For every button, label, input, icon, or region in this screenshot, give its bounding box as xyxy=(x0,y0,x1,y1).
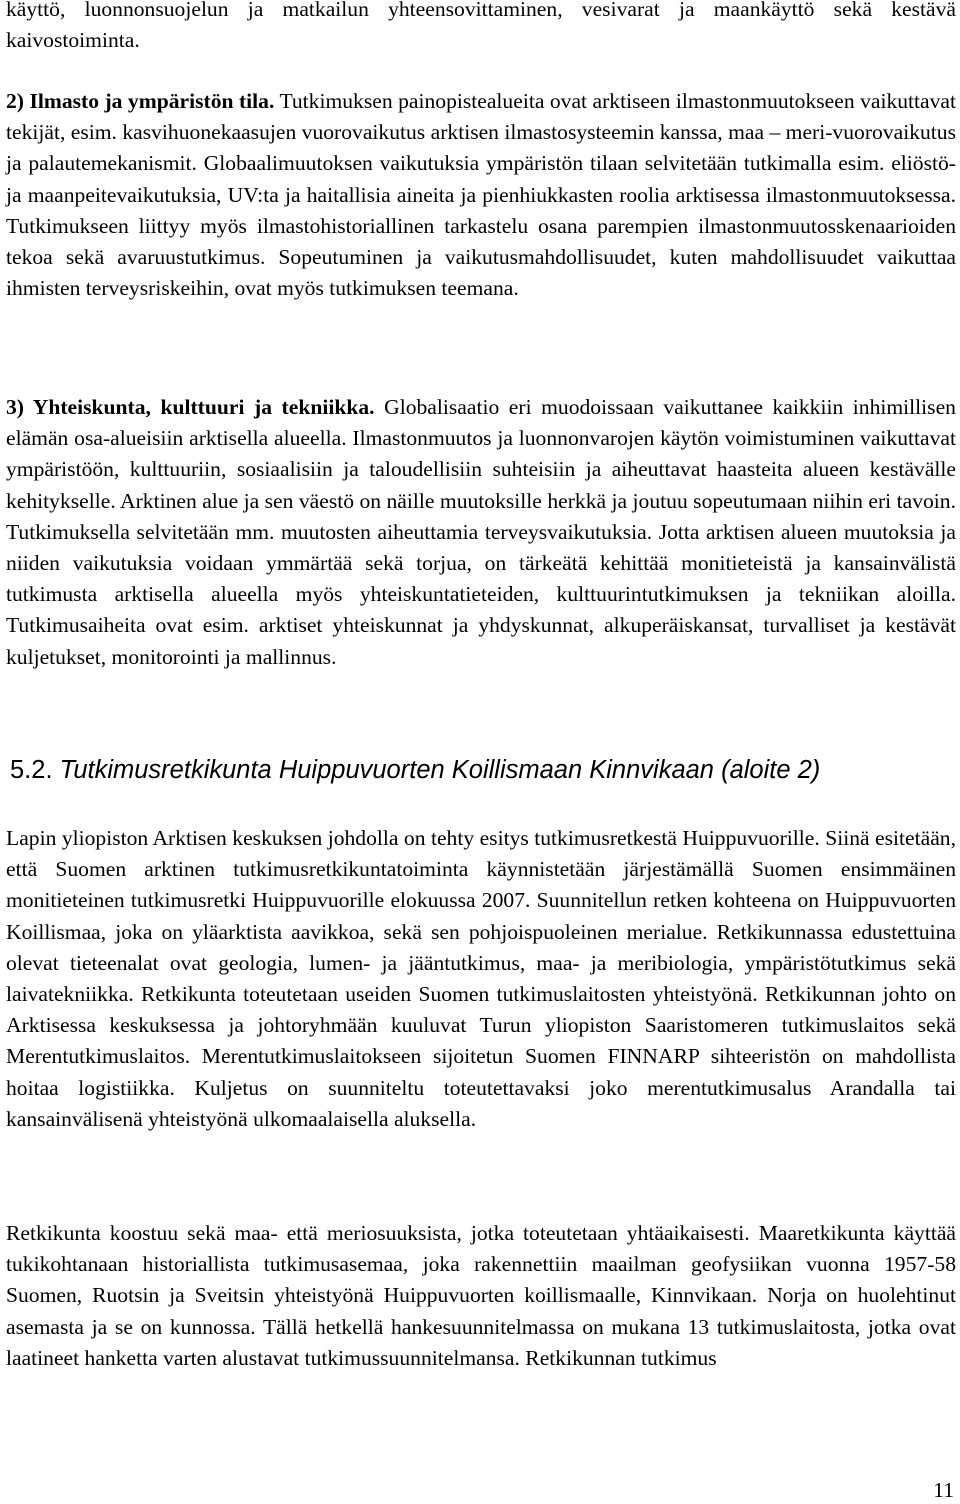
society-body: Globalisaatio eri muodoissaan vaikuttanee kaikkiin inhimillisen elämän osa-alueisiin arktisella alueella. Ilmastonmuutos ja luonnonvarojen käytön voimistuminen vaikuttavat ympäristöön, kulttuuriin, sosiaalisiin ja taloudellisiin suhteisiin ja aiheuttavat haasteita alueen kestävälle kehitykselle. Arktinen alue ja sen väestö on näille muutoksille herkkä ja joutuu sopeutumaan niihin eri tavoin. Tutkimuksella selvitetään mm. muutosten aiheuttamia terveysvaikutuksia. Jotta arktisen alueen muutoksia ja niiden vaikutuksia voidaan ymmärtää sekä torjua, on tärkeätä kehittää monitieteistä ja kansainvälistä tutkimusta arktisella alueella myös yhteiskuntatieteiden, kulttuurintutkimuksen ja tekniikan aloilla. Tutkimusaiheita ovat esim. arktiset yhteiskunnat ja yhdyskunnat, alkuperäiskansat, turvalliset ja kestävät kuljetukset, monitorointi ja mallinnus. xyxy=(6,395,956,669)
page-number: 11 xyxy=(933,1478,954,1502)
paragraph-intro: käyttö, luonnonsuojelun ja matkailun yhteensovittaminen, vesivarat ja maankäyttö sekä kestävä kaivostoiminta. xyxy=(6,0,956,53)
paragraph-climate xyxy=(6,86,956,304)
section-title: Tutkimusretkikunta Huippuvuorten Koillismaan Kinnvikaan (aloite 2) xyxy=(59,756,821,784)
paragraph-society xyxy=(6,392,956,673)
paragraph-expedition: Retkikunta koostuu sekä maa- että meriosuuksista, jotka toteutetaan yhtäaikaisesti. Maaretkikunta käyttää tukikohtanaan historiallista tutkimusasemaa, joka rakennettiin maailman geofysiikan vuonna 1957-58 Suomen, Ruotsin ja Sveitsin yhteistyönä Huippuvuorten koillismaalle, Kinnvikaan. Norja on huolehtinut asemasta ja se on kunnossa. Tällä hetkellä hankesuunnitelmassa on mukana 13 tutkimuslaitosta, jotka ovat laatineet hanketta varten alustavat tutkimussuunnitelmansa. Retkikunnan tutkimus xyxy=(6,1221,956,1370)
climate-body: Tutkimuksen painopistealueita ovat arktiseen ilmastonmuutokseen vaikuttavat tekijät, esim. kasvihuonekaasujen vuorovaikutus arktisen ilmastosysteemin kanssa, maa – meri-vuorovaikutus ja palautemekanismit. Globaalimuutoksen vaikutuksia ympäristön tilaan selvitetään tutkimalla esim. eliöstö- ja maanpeitevaikutuksia, UV:ta ja haitallisia aineita ja pienhiukkasten roolia arktisessa ilmastonmuutoksessa. Tutkimukseen liittyy myös ilmastohistoriallinen tarkastelu osana parempien ilmastonmuutosskenaarioiden tekoa sekä avaruustutkimus. Sopeutuminen ja vaikutusmahdollisuudet, kuten mahdollisuudet vaikuttaa ihmisten terveysriskeihin, ovat myös tutkimuksen teemana. xyxy=(6,89,957,301)
paragraph-lapland-proposal: Lapin yliopiston Arktisen keskuksen johdolla on tehty esitys tutkimusretkestä Huippuvuorille. Siinä esitetään, että Suomen arktinen tutkimusretkikuntatoiminta käynnistetään järjestämällä Suomen ensimmäinen monitieteinen tutkimusretki Huippuvuorille elokuussa 2007. Suunnitellun retken kohteena on Huippuvuorten Koillismaa, joka on yläarktista aavikkoa, sekä sen pohjoispuoleinen merialue. Retkikunnassa edustettuina olevat tieteenalat ovat geologia, lumen- ja jääntutkimus, maa- ja meribiologia, ympäristötutkimus sekä laivatekniikka. Retkikunta toteutetaan useiden Suomen tutkimuslaitosten yhteistyönä. Retkikunnan johto on Arktisessa keskuksessa ja johtoryhmään kuuluvat Turun yliopiston Saaristomeren tutkimuslaitos sekä Merentutkimuslaitos. Merentutkimuslaitokseen sijoitetun Suomen FINNARP sihteeristön on mahdollista hoitaa logistiikka. Kuljetus on suunniteltu toteutettavaksi joko merentutkimusalus Arandalla tai kansainvälisenä yhteistyönä ulkomaalaisella aluksella. xyxy=(6,826,956,1131)
section-heading xyxy=(10,752,956,788)
section-number: 5.2. xyxy=(10,756,53,784)
society-heading: 3) Yhteiskunta, kulttuuri ja tekniikka. xyxy=(6,395,375,419)
climate-heading: 2) Ilmasto ja ympäristön tila. xyxy=(6,89,275,113)
